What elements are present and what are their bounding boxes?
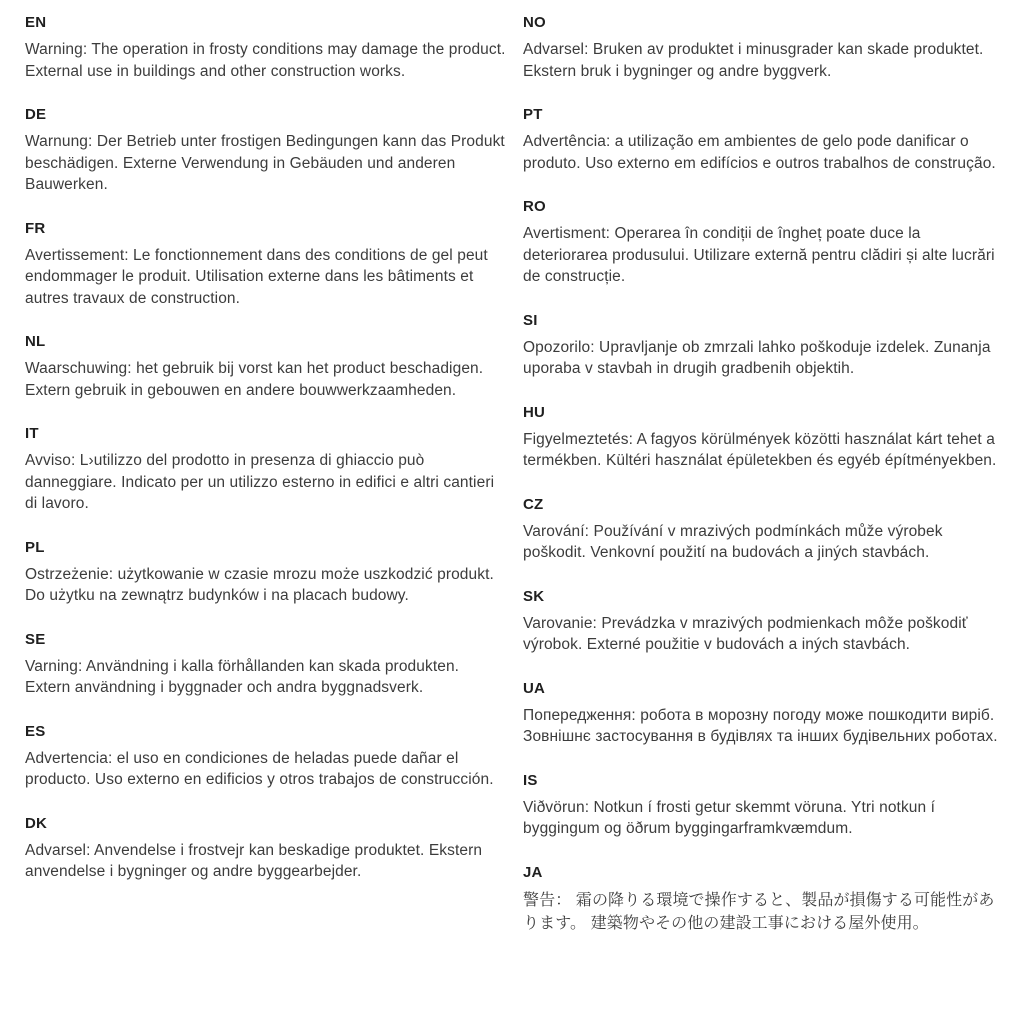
language-code-ja: JA — [523, 863, 543, 881]
warning-text-hu: Figyelmeztetés: A fagyos körülmények közötti használat kárt tehet a termékben. Kültéri használat épületekben és egyéb építményekben. — [523, 430, 997, 469]
warning-text-pt: Advertência: a utilização em ambientes de gelo pode danificar o produto. Uso externo em edifícios e outros trabalhos de construção. — [523, 133, 996, 172]
section-es — [25, 723, 507, 791]
language-code-cz: CZ — [523, 495, 544, 513]
section-pt — [523, 106, 1005, 174]
language-code-no: NO — [523, 14, 546, 31]
section-it — [25, 425, 507, 515]
warning-text-sk: Varovanie: Prevádzka v mrazivých podmienkach môže poškodiť výrobok. Externé použitie v budovách a iných stavbách. — [523, 614, 968, 653]
language-code-hu: HU — [523, 403, 546, 421]
language-code-is: IS — [523, 771, 538, 789]
warning-text-ro: Avertisment: Operarea în condiții de îngheț poate duce la deteriorarea produsului. Utilizare externă pentru clădiri și alte lucrări de construcție. — [523, 225, 995, 285]
language-code-de: DE — [25, 106, 47, 123]
section-ja — [523, 864, 1005, 935]
language-code-si: SI — [523, 311, 538, 329]
language-code-nl: NL — [25, 333, 46, 350]
section-is — [523, 772, 1005, 840]
language-code-ro: RO — [523, 198, 546, 215]
language-code-pl: PL — [25, 538, 45, 556]
warning-text-is: Viðvörun: Notkun í frosti getur skemmt vöruna. Ytri notkun í byggingum og öðrum byggingarframkvæmdum. — [523, 798, 936, 837]
section-pl — [25, 539, 507, 607]
language-code-fr: FR — [25, 219, 46, 237]
language-code-pt: PT — [523, 106, 543, 123]
section-ua — [523, 680, 1005, 748]
warning-text-si: Opozorilo: Upravljanje ob zmrzali lahko poškoduje izdelek. Zunanja uporaba v stavbah in drugih gradbenih objektih. — [523, 338, 991, 377]
warning-text-fr: Avertissement: Le fonctionnement dans des conditions de gel peut endommager le produit. Utilisation externe dans les bâtiments et autres travaux de construction. — [25, 246, 488, 307]
section-se — [25, 631, 507, 699]
warning-text-pl: Ostrzeżenie: użytkowanie w czasie mrozu może uszkodzić produkt. Do użytku na zewnątrz budynków i na placach budowy. — [25, 565, 494, 604]
language-code-ua: UA — [523, 679, 546, 697]
warning-text-ua: Попередження: робота в морозну погоду може пошкодити виріб. Зовнішнє застосування в будівлях та інших будівельних роботах. — [523, 706, 998, 745]
warning-text-es: Advertencia: el uso en condiciones de heladas puede dañar el producto. Uso externo en edificios y otros trabajos de construcción. — [25, 749, 494, 788]
language-code-se: SE — [25, 630, 46, 648]
language-code-it: IT — [25, 425, 39, 442]
warning-text-it: Avviso: L›utilizzo del prodotto in presenza di ghiaccio può danneggiare. Indicato per un utilizzo esterno in edifici e altri cantieri di lavoro. — [25, 452, 495, 512]
section-fr — [25, 220, 507, 310]
language-code-es: ES — [25, 722, 46, 740]
section-en — [25, 14, 507, 82]
warning-text-dk: Advarsel: Anvendelse i frostvejr kan beskadige produktet. Ekstern anvendelse i bygninger og andre byggearbejder. — [25, 841, 483, 880]
warning-text-nl: Waarschuwing: het gebruik bij vorst kan het product beschadigen. Extern gebruik in gebouwen en andere bouwwerkzaamheden. — [25, 360, 484, 399]
section-sk — [523, 588, 1005, 656]
right-column — [523, 14, 1005, 1014]
section-dk — [25, 815, 507, 883]
language-code-dk: DK — [25, 814, 48, 832]
section-de — [25, 106, 507, 196]
section-si — [523, 312, 1005, 380]
section-nl — [25, 333, 507, 401]
left-column — [25, 14, 507, 1014]
section-ro — [523, 198, 1005, 288]
warning-text-en: Warning: The operation in frosty conditions may damage the product. External use in buildings and other construction works. — [25, 41, 506, 80]
language-code-sk: SK — [523, 587, 545, 605]
warning-text-cz: Varování: Používání v mrazivých podmínkách může výrobek poškodit. Venkovní použití na budovách a jiných stavbách. — [523, 522, 943, 561]
section-no — [523, 14, 1005, 82]
warning-text-de: Warnung: Der Betrieb unter frostigen Bedingungen kann das Produkt beschädigen. Externe Verwendung in Gebäuden und anderen Bauwerken. — [25, 133, 505, 193]
warning-text-no: Advarsel: Bruken av produktet i minusgrader kan skade produktet. Ekstern bruk i bygninger og andre byggverk. — [523, 41, 984, 80]
warning-text-se: Varning: Användning i kalla förhållanden kan skada produkten. Extern användning i byggnader och andra byggnadsverk. — [25, 657, 460, 696]
section-cz — [523, 496, 1005, 564]
warning-text-ja: 警告： 霜の降りる環境で操作すると、製品が損傷する可能性があります。 建築物やその他の建設工事における屋外使用。 — [523, 891, 995, 932]
section-hu — [523, 404, 1005, 472]
language-code-en: EN — [25, 14, 47, 31]
